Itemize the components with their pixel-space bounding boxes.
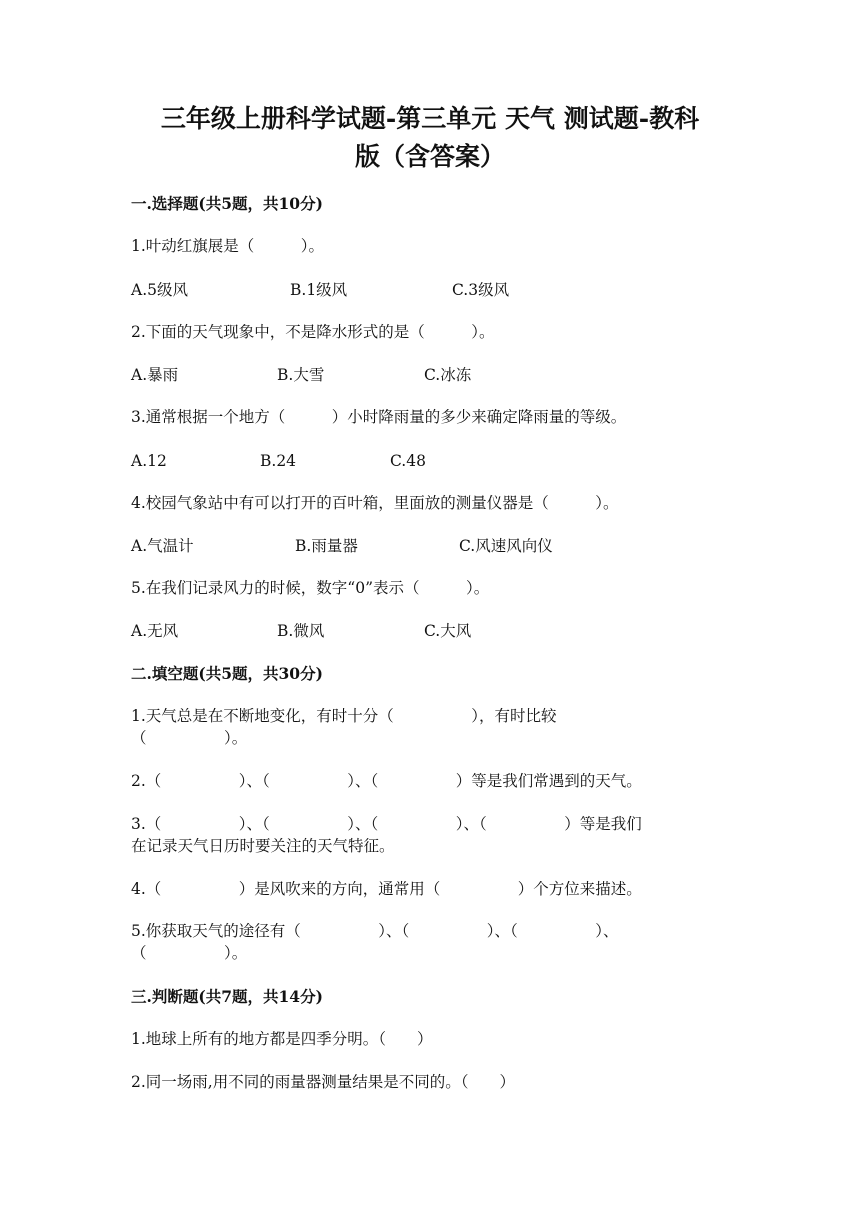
option-c: C.大风 — [424, 622, 472, 640]
question-line: （ ）。 — [131, 729, 248, 747]
option-b: B.大雪 — [277, 366, 325, 384]
option-b: B.微风 — [277, 622, 325, 640]
question-stem: 2.同一场雨,用不同的雨量器测量结果是不同的。（ ） — [131, 1073, 515, 1091]
question-stem: 5.在我们记录风力的时候，数字“0”表示（ ）。 — [131, 579, 490, 597]
section-heading-fill: 二.填空题(共5题，共30分) — [131, 664, 323, 683]
option-b: B.24 — [260, 452, 297, 470]
option-a: A.12 — [131, 452, 167, 470]
title-line-2: 版（含答案） — [354, 142, 505, 171]
question-line: 4.（ ）是风吹来的方向，通常用（ ）个方位来描述。 — [131, 880, 642, 898]
question-stem: 1.叶动红旗展是（ ）。 — [131, 237, 325, 255]
option-c: C.48 — [390, 452, 426, 470]
title-line-1: 三年级上册科学试题-第三单元 天气 测试题-教科 — [160, 104, 700, 133]
question-stem: 4.校园气象站中有可以打开的百叶箱，里面放的测量仪器是（ ）。 — [131, 494, 619, 512]
question-line: 在记录天气日历时要关注的天气特征。 — [131, 837, 395, 855]
option-b: B.1级风 — [290, 281, 348, 299]
question-line: 3.（ ）、（ ）、（ ）、（ ）等是我们 — [131, 815, 642, 833]
option-c: C.风速风向仪 — [459, 537, 553, 555]
page-title — [110, 100, 750, 176]
option-a: A.无风 — [131, 622, 179, 640]
section-heading-judge: 三.判断题(共7题，共14分) — [131, 987, 323, 1006]
question-stem: 3.通常根据一个地方（ ）小时降雨量的多少来确定降雨量的等级。 — [131, 408, 627, 426]
option-c: C.冰冻 — [424, 366, 472, 384]
question-stem: 1.地球上所有的地方都是四季分明。（ ） — [131, 1030, 433, 1048]
question-line: 1.天气总是在不断地变化，有时十分（ ），有时比较 — [131, 707, 557, 725]
question-line: （ ）。 — [131, 944, 248, 962]
question-line: 2.（ ）、（ ）、（ ）等是我们常遇到的天气。 — [131, 772, 642, 790]
option-c: C.3级风 — [452, 281, 510, 299]
option-a: A.5级风 — [131, 281, 188, 299]
question-stem: 2.下面的天气现象中，不是降水形式的是（ ）。 — [131, 323, 495, 341]
option-a: A.气温计 — [131, 537, 194, 555]
question-line: 5.你获取天气的途径有（ ）、（ ）、（ ）、 — [131, 922, 619, 940]
option-b: B.雨量器 — [295, 537, 358, 555]
section-heading-choice: 一.选择题(共5题，共10分) — [131, 194, 323, 213]
option-a: A.暴雨 — [131, 366, 179, 384]
